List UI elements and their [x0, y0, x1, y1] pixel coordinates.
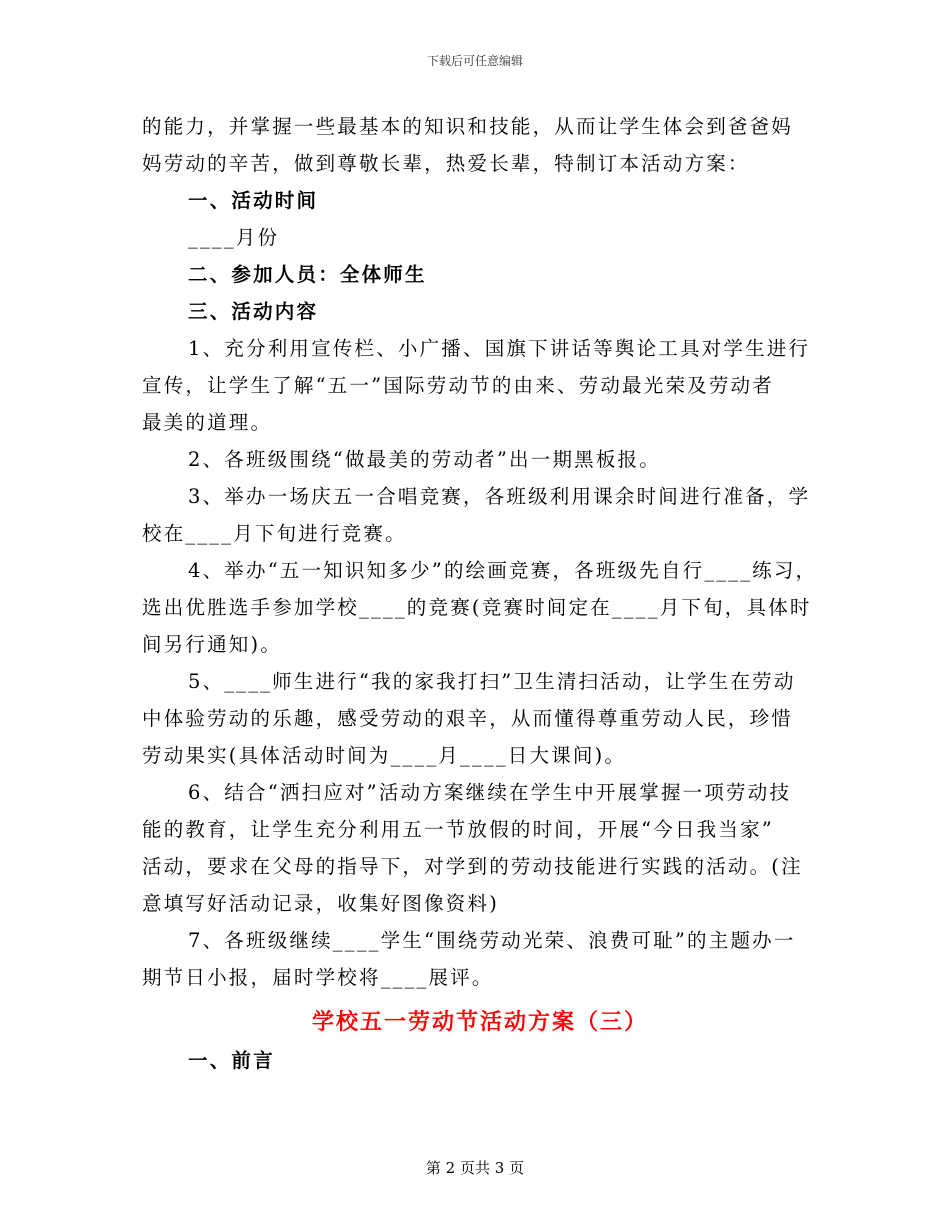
item-7-line: 7、各班级继续____学生“围绕劳动光荣、浪费可耻”的主题办一	[188, 929, 796, 952]
document-body	[142, 108, 818, 1079]
item-6-line: 活动，要求在父母的指导下，对学到的劳动技能进行实践的活动。(注	[142, 855, 803, 878]
item-5-line: 中体验劳动的乐趣，感受劳动的艰辛，从而懂得尊重劳动人民，珍惜	[142, 707, 794, 730]
paragraph-line: 的能力，并掌握一些最基本的知识和技能，从而让学生体会到爸爸妈	[142, 115, 794, 138]
item-6-line: 6、结合“洒扫应对”活动方案继续在学生中开展掌握一项劳动技	[188, 781, 792, 804]
section-title: 学校五一劳动节活动方案（三）	[311, 1009, 648, 1035]
item-4-line: 选出优胜选手参加学校____的竞赛(竞赛时间定在____月下旬，具体时	[142, 596, 812, 619]
heading-participants: 二、参加人员：全体师生	[188, 263, 427, 286]
item-3-line: 校在____月下旬进行竞赛。	[142, 522, 407, 545]
heading-activity-time: 一、活动时间	[188, 189, 319, 212]
item-6-line: 意填写好活动记录，收集好图像资料)	[142, 892, 500, 915]
item-7-line: 期节日小报，届时学校将____展评。	[142, 966, 494, 989]
activity-time-value: ____月份	[188, 226, 280, 249]
item-4-line: 间另行通知)。	[142, 633, 283, 656]
item-1-line: 最美的道理。	[142, 411, 273, 434]
page-number: 第 2 页共 3 页	[425, 1159, 525, 1177]
header-note: 下载后可任意编辑	[426, 54, 523, 68]
item-6-line: 能的教育，让学生充分利用五一节放假的时间，开展“今日我当家”	[142, 818, 774, 841]
item-1-line: 1、充分利用宣传栏、小广播、国旗下讲话等舆论工具对学生进行	[188, 337, 811, 360]
item-4-line: 4、举办“五一知识知多少”的绘画竞赛，各班级先自行____练习，	[188, 559, 818, 582]
item-2-line: 2、各班级围绕“做最美的劳动者”出一期黑板报。	[188, 448, 661, 471]
paragraph-line: 妈劳动的辛苦，做到尊敬长辈，热爱长辈，特制订本活动方案：	[142, 152, 750, 175]
heading-activity-content: 三、活动内容	[188, 300, 319, 323]
item-3-line: 3、举办一场庆五一合唱竞赛，各班级利用课余时间进行准备，学	[188, 485, 811, 508]
item-1-line: 宣传，让学生了解“五一”国际劳动节的由来、劳动最光荣及劳动者	[142, 374, 774, 397]
item-5-line: 劳动果实(具体活动时间为____月____日大课间)。	[142, 744, 627, 767]
item-5-line: 5、____师生进行“我的家我打扫”卫生清扫活动，让学生在劳动	[188, 670, 796, 693]
heading-preface: 一、前言	[188, 1049, 275, 1072]
